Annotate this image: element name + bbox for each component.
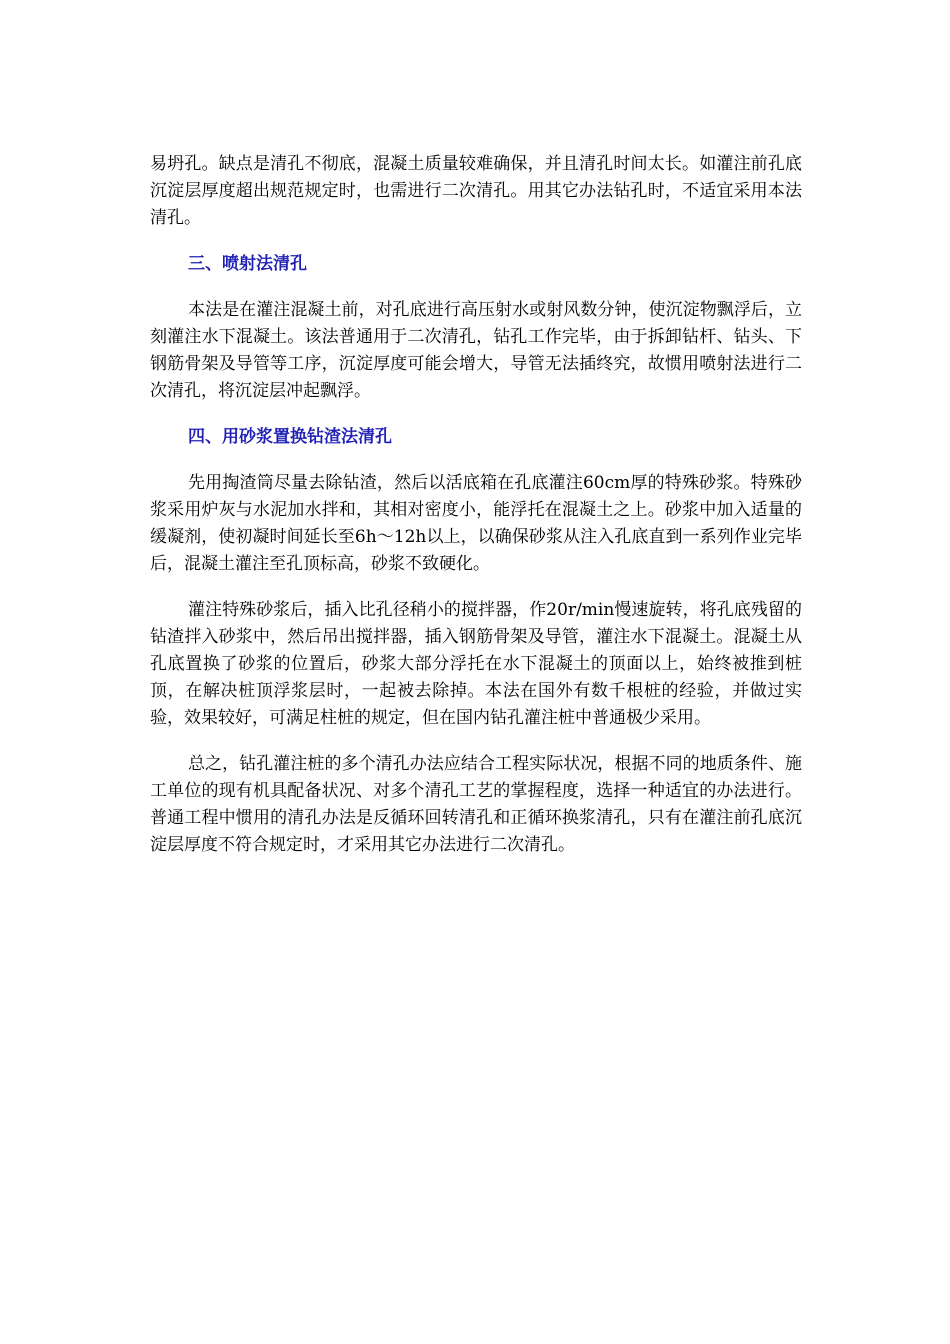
paragraph-spray-method: 本法是在灌注混凝土前，对孔底进行高压射水或射风数分钟，使沉淀物飘浮后，立刻灌注水下混凝土。该法普通用于二次清孔，钻孔工作完毕，由于拆卸钻杆、钻头、下钢筋骨架及导管等工序，沉淀厚度可能会增大，导管无法插终究，故惯用喷射法进行二次清孔，将沉淀层冲起飘浮。 <box>150 300 802 401</box>
section-heading-spray-method: 三、喷射法清孔 <box>188 254 307 274</box>
section-heading-mortar-replacement: 四、用砂浆置换钻渣法清孔 <box>188 427 392 447</box>
paragraph-continuation: 易坍孔。缺点是清孔不彻底，混凝土质量较难确保，并且清孔时间太长。如灌注前孔底沉淀层厚度超出规范规定时，也需进行二次清孔。用其它办法钻孔时，不适宜采用本法清孔。 <box>150 154 802 228</box>
paragraph-mortar-1: 先用掏渣筒尽量去除钻渣，然后以活底箱在孔底灌注60cm厚的特殊砂浆。特殊砂浆采用炉灰与水泥加水拌和，其相对密度小，能浮托在混凝土之上。砂浆中加入适量的缓凝剂，使初凝时间延长至6h～12h以上，以确保砂浆从注入孔底直到一系列作业完毕后，混凝土灌注至孔顶标高，砂浆不致硬化。 <box>150 473 802 574</box>
paragraph-summary: 总之，钻孔灌注桩的多个清孔办法应结合工程实际状况，根据不同的地质条件、施工单位的现有机具配备状况、对多个清孔工艺的掌握程度，选择一种适宜的办法进行。普通工程中惯用的清孔办法是反循环回转清孔和正循环换浆清孔，只有在灌注前孔底沉淀层厚度不符合规定时，才采用其它办法进行二次清孔。 <box>150 754 802 855</box>
document-page <box>150 151 802 878</box>
paragraph-mortar-2: 灌注特殊砂浆后，插入比孔径稍小的搅拌器，作20r/min慢速旋转，将孔底残留的钻渣拌入砂浆中，然后吊出搅拌器，插入钢筋骨架及导管，灌注水下混凝土。混凝土从孔底置换了砂浆的位置后，砂浆大部分浮托在水下混凝土的顶面以上，始终被推到桩顶，在解决桩顶浮浆层时，一起被去除掉。本法在国外有数千根桩的经验，并做过实验，效果较好，可满足柱桩的规定，但在国内钻孔灌注桩中普通极少采用。 <box>150 600 802 728</box>
